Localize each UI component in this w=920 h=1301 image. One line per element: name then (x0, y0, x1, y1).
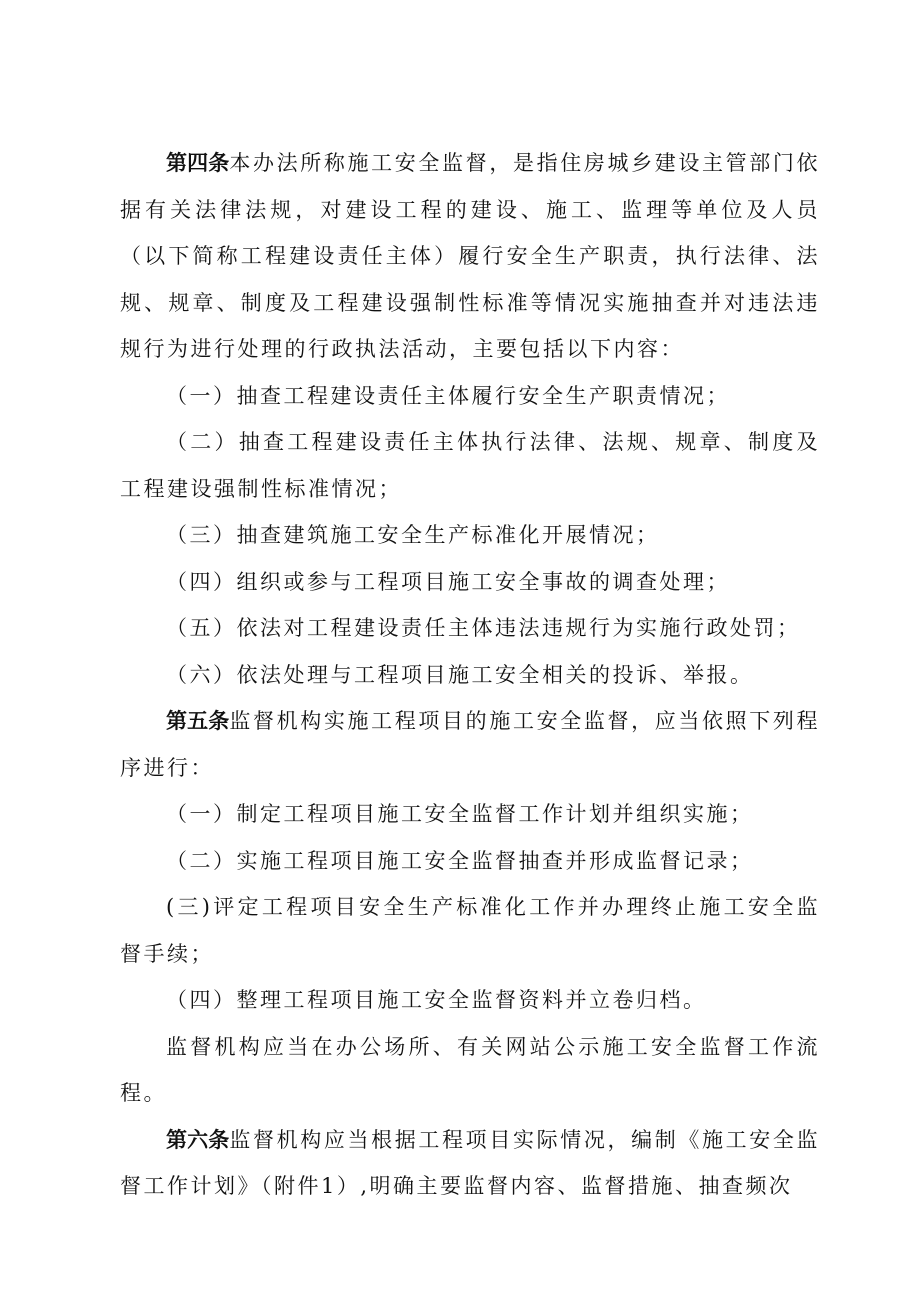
article-4-item-1 (120, 373, 820, 420)
article-4-heading: 第四条 (166, 151, 230, 175)
article-4-text: 本办法所称施工安全监督，是指住房城乡建设主管部门依据有关法律法规，对建设工程的建设、施工、监理等单位及人员（以下简称工程建设责任主体）履行安全生产职责，执行法律、法规、规章、制度及工程建设强制性标准等情况实施抽查并对违法违规行为进行处理的行政执法活动，主要包括以下内容： (120, 151, 820, 361)
article-6-heading: 第六条 (166, 1127, 230, 1152)
article-5-item-2-text: （二）实施工程项目施工安全监督抽查并形成监督记录； (166, 848, 754, 873)
article-4-item-4 (120, 559, 820, 606)
article-4-item-4-text: （四）组织或参与工程项目施工安全事故的调查处理； (166, 569, 730, 594)
article-4-item-6 (120, 652, 820, 699)
article-4-item-5 (120, 605, 820, 652)
article-6-text: 监督机构应当根据工程项目实际情况，编制《施工安全监督工作计划》（附件1）,明确主要监督内容、监督措施、抽查频次 (120, 1127, 820, 1198)
document-body (120, 140, 820, 1210)
article-5-text: 监督机构实施工程项目的施工安全监督，应当依照下列程序进行： (120, 709, 820, 780)
article-5-item-1 (120, 791, 820, 838)
article-4-item-3 (120, 512, 820, 559)
article-5-note-text: 监督机构应当在办公场所、有关网站公示施工安全监督工作流程。 (120, 1034, 820, 1105)
article-5-item-3 (120, 884, 820, 977)
article-4-item-5-text: （五）依法对工程建设责任主体违法违规行为实施行政处罚； (166, 616, 801, 640)
article-4-item-2 (120, 419, 820, 512)
article-5-heading: 第五条 (166, 709, 230, 733)
article-4-paragraph (120, 140, 820, 373)
article-5-note (120, 1024, 820, 1117)
article-6-paragraph (120, 1117, 820, 1210)
article-5-item-4 (120, 977, 820, 1024)
article-4-item-6-text: （六）依法处理与工程项目施工安全相关的投诉、举报。 (166, 662, 754, 687)
article-5-item-4-text: （四）整理工程项目施工安全监督资料并立卷归档。 (166, 988, 707, 1012)
article-4-item-1-text: （一）抽查工程建设责任主体履行安全生产职责情况； (166, 383, 730, 408)
article-5-item-1-text: （一）制定工程项目施工安全监督工作计划并组织实施； (166, 802, 754, 826)
article-4-item-2-text: （二）抽查工程建设责任主体执行法律、法规、规章、制度及工程建设强制性标准情况； (120, 430, 820, 501)
article-5-item-2 (120, 838, 820, 885)
article-5-paragraph (120, 698, 820, 791)
article-4-item-3-text: （三）抽查建筑施工安全生产标准化开展情况； (166, 523, 660, 547)
article-5-item-3-text: (三)评定工程项目安全生产标准化工作并办理终止施工安全监督手续； (120, 895, 820, 966)
